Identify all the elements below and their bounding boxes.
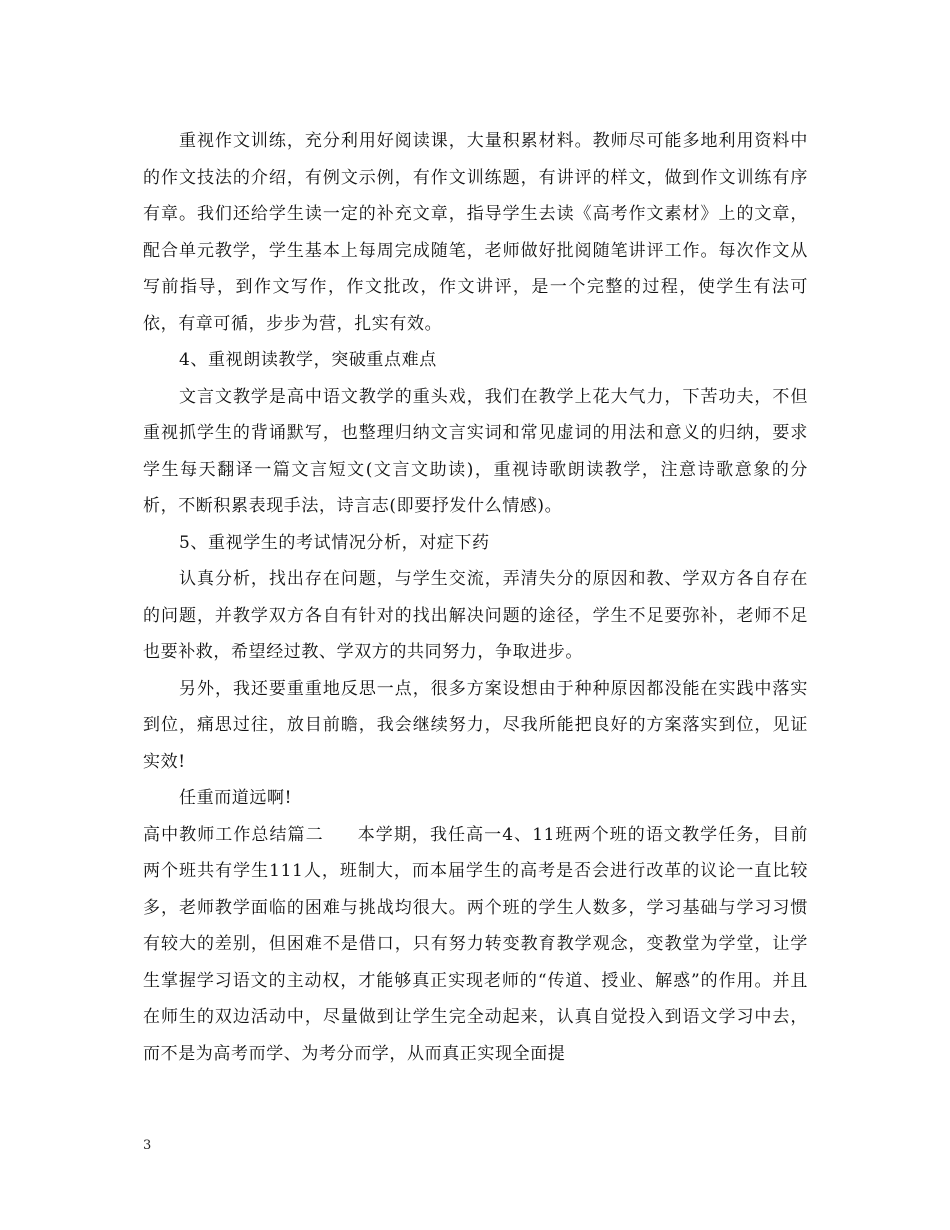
paragraph-analysis: 认真分析，找出存在问题，与学生交流，弄清失分的原因和教、学双方各自存在的问题，并教学双方各自有针对的找出解决问题的途径，学生不足要弥补，老师不足也要补救，希望经过教、学双方的共同努力，争取进步。	[143, 569, 808, 662]
paragraph-reflection: 另外，我还要重重地反思一点，很多方案设想由于种种原因都没能在实践中落实到位，痛思过往，放目前瞻，我会继续努力，尽我所能把良好的方案落实到位，见证实效!	[143, 678, 808, 772]
document-body	[143, 123, 808, 1072]
page-number: 3	[143, 1138, 152, 1153]
section-title: 高中教师工作总结篇二	[143, 824, 324, 845]
paragraph-section-two	[143, 817, 808, 1073]
heading-reading-teaching: 4、重视朗读教学，突破重点难点	[179, 350, 437, 370]
section-text: 本学期，我任高一4、11班两个班的语文教学任务，目前两个班共有学生111人，班制大，而本届学生的高考是否会进行改革的议论一直比较多，老师教学面临的困难与挑战均很大。两个班的学生人数多，学习基础与学习习惯有较大的差别，但困难不是借口，只有努力转变教育教学观念，变教堂为学堂，让学生掌握学习语文的主动权，才能够真正实现老师的“传道、授业、解惑”的作用。并且在师生的双边活动中，尽量做到让学生完全动起来，认真自觉投入到语文学习中去，而不是为高考而学、为考分而学，从而真正实现全面提	[143, 824, 809, 1064]
paragraph-classical-chinese: 文言文教学是高中语文教学的重头戏，我们在教学上花大气力，下苦功夫，不但重视抓学生的背诵默写，也整理归纳文言实词和常见虚词的用法和意义的归纳，要求学生每天翻译一篇文言短文(文言文助读)，重视诗歌朗读教学，注意诗歌意象的分析，不断积累表现手法，诗言志(即要抒发什么情感)。	[143, 386, 808, 516]
paragraph-closing: 任重而道远啊!	[179, 788, 293, 808]
paragraph-composition-training: 重视作文训练，充分利用好阅读课，大量积累材料。教师尽可能多地利用资料中的作文技法的介绍，有例文示例，有作文训练题，有讲评的样文，做到作文训练有序有章。我们还给学生读一定的补充文章，指导学生去读《高考作文素材》上的文章，配合单元教学，学生基本上每周完成随笔，老师做好批阅随笔讲评工作。每次作文从写前指导，到作文写作，作文批改，作文讲评，是一个完整的过程，使学生有法可依，有章可循，步步为营，扎实有效。	[143, 131, 808, 334]
heading-exam-analysis: 5、重视学生的考试情况分析，对症下药	[179, 532, 490, 553]
